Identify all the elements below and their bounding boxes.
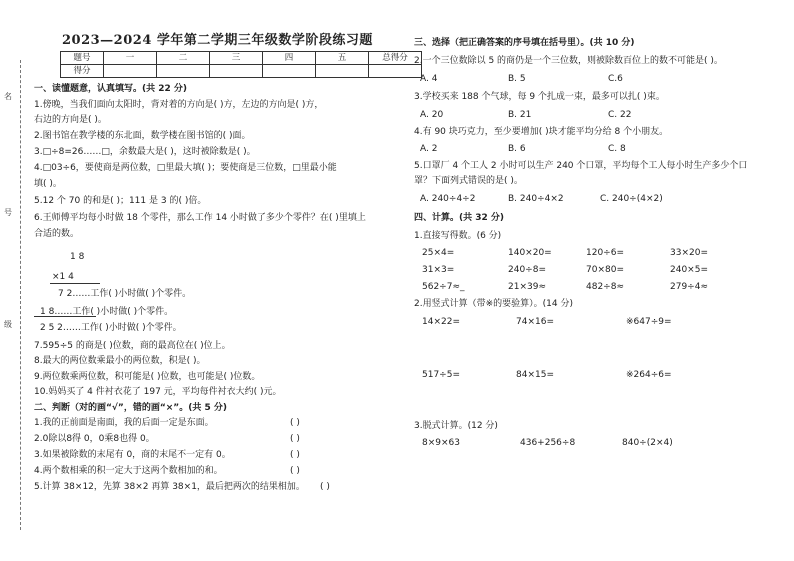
vertical-calc-item: 14×22= <box>422 317 460 327</box>
choice-option[interactable]: C. 8 <box>608 144 626 154</box>
judge-item: 3.如果被除数的末尾有 0，商的末尾不一定有 0。 <box>34 450 231 460</box>
section-heading-choice: 三、选择（把正确答案的序号填在括号里）。(共 10 分) <box>414 38 635 48</box>
question-text: 5.12 个 70 的和是( )；111 是 3 的( )倍。 <box>34 196 207 206</box>
choice-option[interactable]: C. 22 <box>608 110 632 120</box>
question-text: 右边的方向是( )。 <box>34 115 107 125</box>
choice-option[interactable]: B. 6 <box>508 144 526 154</box>
answer-paren[interactable]: ( ) <box>290 466 300 476</box>
calc-rule <box>50 283 100 284</box>
question-text: 6.王师傅平均每小时做 18 个零件，那么工作 14 小时做了多少个零件？在( )里填上 <box>34 213 366 223</box>
section-heading-judge: 二、判断（对的画“√”，错的画“×”。(共 5 分) <box>34 403 227 413</box>
question-text: 8.最大的两位数乘最小的两位数，积是( )。 <box>34 356 206 366</box>
sub-heading: 3.脱式计算。(12 分) <box>414 421 498 431</box>
vertical-calc-item: 74×16= <box>516 317 554 327</box>
vertical-calc-line: ×1 4 <box>52 272 74 282</box>
sub-heading: 2.用竖式计算（带※的要验算）。(14 分) <box>414 299 573 309</box>
score-cell: 三 <box>210 52 263 65</box>
vertical-calc-line: 1 8……工作( )小时做( )个零件。 <box>40 307 174 317</box>
question-text: 3.学校买来 188 个气球，每 9 个扎成一束，最多可以扎( )束。 <box>414 92 665 102</box>
score-cell: 得分 <box>61 65 104 78</box>
question-text: 2.一个三位数除以 5 的商仍是一个三位数，则被除数百位上的数不可能是( )。 <box>414 56 723 66</box>
judge-item: 5.计算 38×12，先算 38×2 再算 38×1，最后把两次的结果相加。 <box>34 482 305 492</box>
choice-option[interactable]: B. 240÷4×2 <box>508 194 564 204</box>
score-input-cell[interactable] <box>210 65 263 78</box>
question-text: 4.有 90 块巧克力，至少要增加( )块才能平均分给 8 个小朋友。 <box>414 127 669 137</box>
binding-margin-line <box>20 60 21 530</box>
question-text: 2.图书馆在教学楼的东北面，数学楼在图书馆的( )面。 <box>34 131 251 141</box>
margin-label: 名 <box>4 92 12 101</box>
vertical-calc-item: ※264÷6= <box>626 370 672 380</box>
choice-option[interactable]: C. 240÷(4×2) <box>600 194 663 204</box>
score-cell: 一 <box>104 52 157 65</box>
vertical-calc-line: 1 8 <box>70 252 85 262</box>
question-text: 10.妈妈买了 4 件衬衣花了 197 元，平均每件衬衣大约( )元。 <box>34 387 282 397</box>
direct-calc-item: 31×3= <box>422 265 455 275</box>
direct-calc-item: 482÷8≈ <box>586 282 624 292</box>
choice-option[interactable]: B. 5 <box>508 74 526 84</box>
question-text: 1.傍晚，当我们面向太阳时，背对着的方向是( )方，左边的方向是( )方， <box>34 100 324 110</box>
score-cell: 总得分 <box>369 52 422 65</box>
sub-heading: 1.直接写得数。(6 分) <box>414 231 502 241</box>
choice-option[interactable]: B. 21 <box>508 110 532 120</box>
score-input-cell[interactable] <box>104 65 157 78</box>
question-text: 填( )。 <box>34 179 62 189</box>
vertical-calc-item: ※647÷9= <box>626 317 672 327</box>
direct-calc-item: 70×80= <box>586 265 624 275</box>
step-calc-item: 436+256÷8 <box>520 438 576 448</box>
question-text: 5.口罩厂 4 个工人 2 小时可以生产 240 个口罩，平均每个工人每小时生产多少个口 <box>414 161 748 171</box>
score-table-row <box>61 65 422 78</box>
question-text: 4.□03÷6，要使商是两位数，□里最大填( )；要使商是三位数，□里最小能 <box>34 163 337 173</box>
score-table <box>60 51 422 78</box>
answer-paren[interactable]: ( ) <box>290 450 300 460</box>
answer-paren[interactable]: ( ) <box>320 482 330 492</box>
direct-calc-item: 120÷6= <box>586 248 624 258</box>
judge-item: 1.我的正前面是南面，我的后面一定是东面。 <box>34 418 214 428</box>
vertical-calc-line: 7 2……工作( )小时做( )个零件。 <box>58 289 192 299</box>
vertical-calc-item: 84×15= <box>516 370 554 380</box>
score-input-cell[interactable] <box>157 65 210 78</box>
page-title: 2023—2024 学年第二学期三年级数学阶段练习题 <box>62 33 373 48</box>
direct-calc-item: 562÷7≈_ <box>422 282 465 292</box>
choice-option[interactable]: A. 2 <box>420 144 438 154</box>
question-text: 罩？下面列式错误的是( )。 <box>414 176 523 186</box>
direct-calc-item: 240÷8= <box>508 265 546 275</box>
score-cell: 五 <box>316 52 369 65</box>
calc-rule <box>34 316 96 317</box>
vertical-calc-item: 517÷5= <box>422 370 460 380</box>
score-input-cell[interactable] <box>316 65 369 78</box>
direct-calc-item: 33×20= <box>670 248 708 258</box>
choice-option[interactable]: A. 20 <box>420 110 444 120</box>
choice-option[interactable]: A. 4 <box>420 74 438 84</box>
question-text: 3.□÷8=26……□，余数最大是( )，这时被除数是( )。 <box>34 147 256 157</box>
direct-calc-item: 21×39≈ <box>508 282 546 292</box>
score-cell: 四 <box>263 52 316 65</box>
step-calc-item: 840÷(2×4) <box>622 438 673 448</box>
choice-option[interactable]: C.6 <box>608 74 623 84</box>
score-table-header-row <box>61 52 422 65</box>
answer-paren[interactable]: ( ) <box>290 434 300 444</box>
direct-calc-item: 140×20= <box>508 248 552 258</box>
answer-paren[interactable]: ( ) <box>290 418 300 428</box>
section-heading-calc: 四、计算。(共 32 分) <box>414 213 505 223</box>
choice-option[interactable]: A. 240÷4÷2 <box>420 194 476 204</box>
margin-label: 级 <box>4 320 12 329</box>
step-calc-item: 8×9×63 <box>422 438 460 448</box>
question-text: 9.两位数乘两位数，积可能是( )位数，也可能是( )位数。 <box>34 372 261 382</box>
direct-calc-item: 25×4= <box>422 248 455 258</box>
judge-item: 2.0除以8得 0，0乘8也得 0。 <box>34 434 155 444</box>
direct-calc-item: 279÷4≈ <box>670 282 708 292</box>
section-heading-fill: 一、读懂题意，认真填写。(共 22 分) <box>34 84 188 94</box>
vertical-calc-line: 2 5 2……工作( )小时做( )个零件。 <box>40 323 182 333</box>
score-input-cell[interactable] <box>263 65 316 78</box>
direct-calc-item: 240×5= <box>670 265 708 275</box>
margin-label: 号 <box>4 208 12 217</box>
question-text: 7.595÷5 的商是( )位数，商的最高位在( )位上。 <box>34 341 231 351</box>
score-cell: 题号 <box>61 52 104 65</box>
question-text: 合适的数。 <box>34 229 80 239</box>
score-cell: 二 <box>157 52 210 65</box>
judge-item: 4.两个数相乘的积一定大于这两个数相加的和。 <box>34 466 223 476</box>
